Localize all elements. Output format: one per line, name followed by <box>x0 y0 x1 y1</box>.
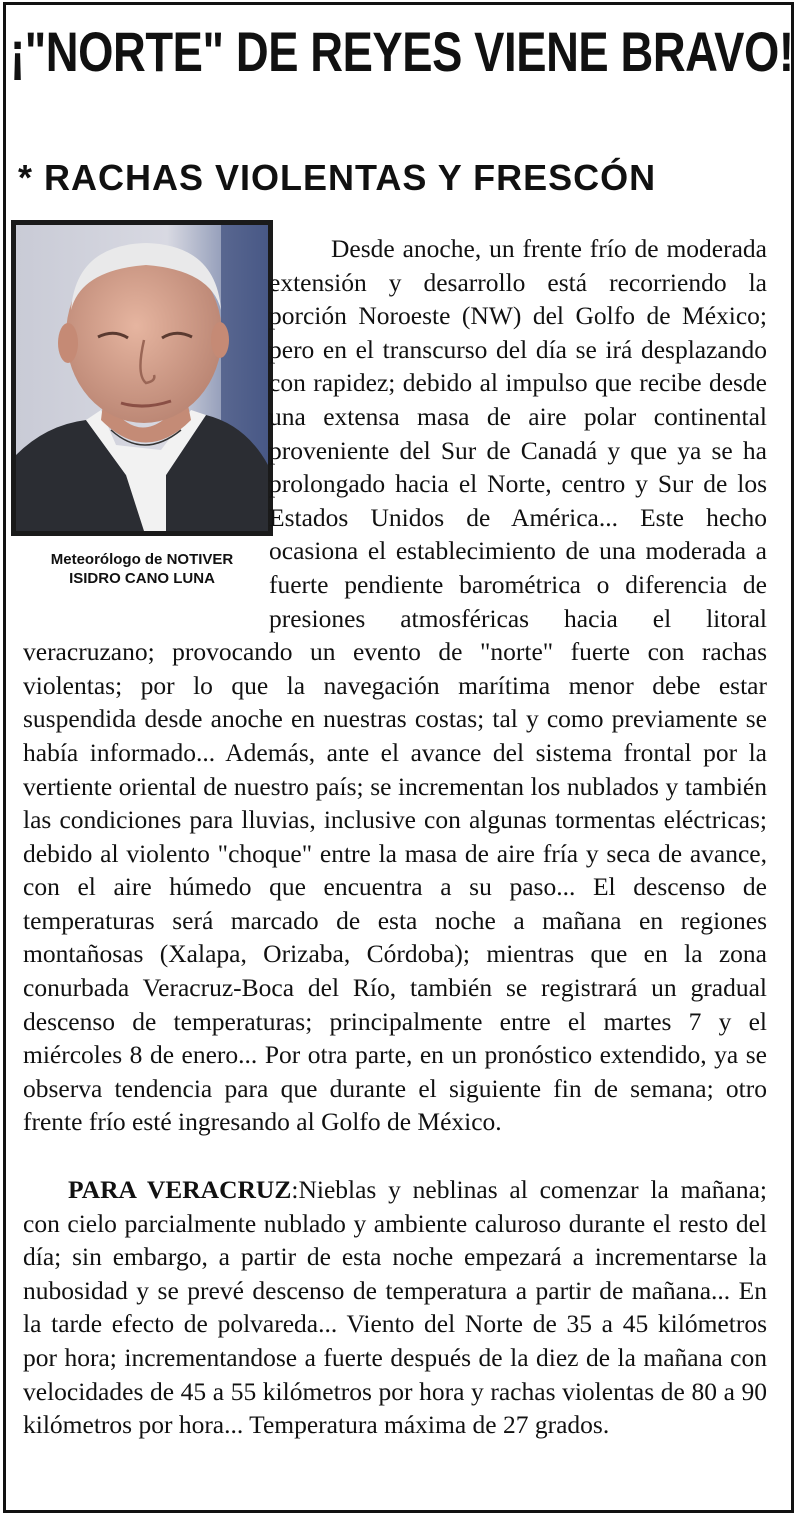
caption-line-name: ISIDRO CANO LUNA <box>69 570 215 587</box>
article-paragraph-veracruz <box>23 1173 767 1442</box>
headline: ¡"NORTE" DE REYES VIENE BRAVO! <box>10 20 794 83</box>
article-paragraph: Desde anoche, un frente frío de moderada extensión y desarrollo está recorriendo la porción Noroeste (NW) del Golfo de México; pero en el transcurso del día se irá desplazando con rapidez; debido al impulso que recibe desde una extensa masa de aire polar continental proveniente del Sur de Canadá y que ya se ha prolongado hacia el Norte, centro y Sur de los Estados Unidos de América... Este hecho ocasiona el establecimiento de una moderada a fuerte pendiente barométrica o diferencia de presiones atmosféricas hacia el litoral veracruzano; provocando un evento de "norte" fuerte con rachas violentas; por lo que la navegación marítima menor debe estar suspendida desde anoche en nuestras costas; tal y como previamente se había informado... Además, ante el avance del sistema frontal por la vertiente oriental de nuestro país; se incrementan los nublados y también las condiciones para lluvias, inclusive con algunas tormentas eléctricas; debido al violento "choque" entre la masa de aire fría y seca de avance, con el aire húmedo que encuentra a su paso... El descenso de temperaturas será marcado de esta noche a mañana en regiones montañosas (Xalapa, Orizaba, Córdoba); mientras que en la zona conurbada Veracruz-Boca del Río, también se registrará un gradual descenso de temperaturas; principalmente entre el martes 7 y el miércoles 8 de enero... Por otra parte, en un pronóstico extendido, ya se observa tendencia para que durante el siguiente fin de semana; otro frente frío esté ingresando al Golfo de México. <box>23 234 767 1137</box>
caption-line-title: Meteorólogo de NOTIVER <box>50 551 234 568</box>
veracruz-label: PARA VERACRUZ <box>68 1175 292 1205</box>
photo-spacer <box>23 232 269 614</box>
article-body <box>23 232 767 1442</box>
veracruz-forecast: :Nieblas y neblinas al comenzar la mañana; con cielo parcialmente nublado y ambiente caluroso durante el resto del día; sin embargo, a partir de esta noche empezará a incrementarse la nubosidad y se prevé descenso de temperatura a partir de mañana... En la tarde efecto de polvareda... Viento del Norte de 35 a 45 kilómetros por hora; incrementandose a fuerte después de la diez de la mañana con velocidades de 45 a 55 kilómetros por hora y rachas violentas de 80 a 90 kilómetros por hora... Temperatura máxima de 27 grados. <box>23 1175 767 1440</box>
subheadline: * RACHAS VIOLENTAS Y FRESCÓN <box>18 157 657 198</box>
